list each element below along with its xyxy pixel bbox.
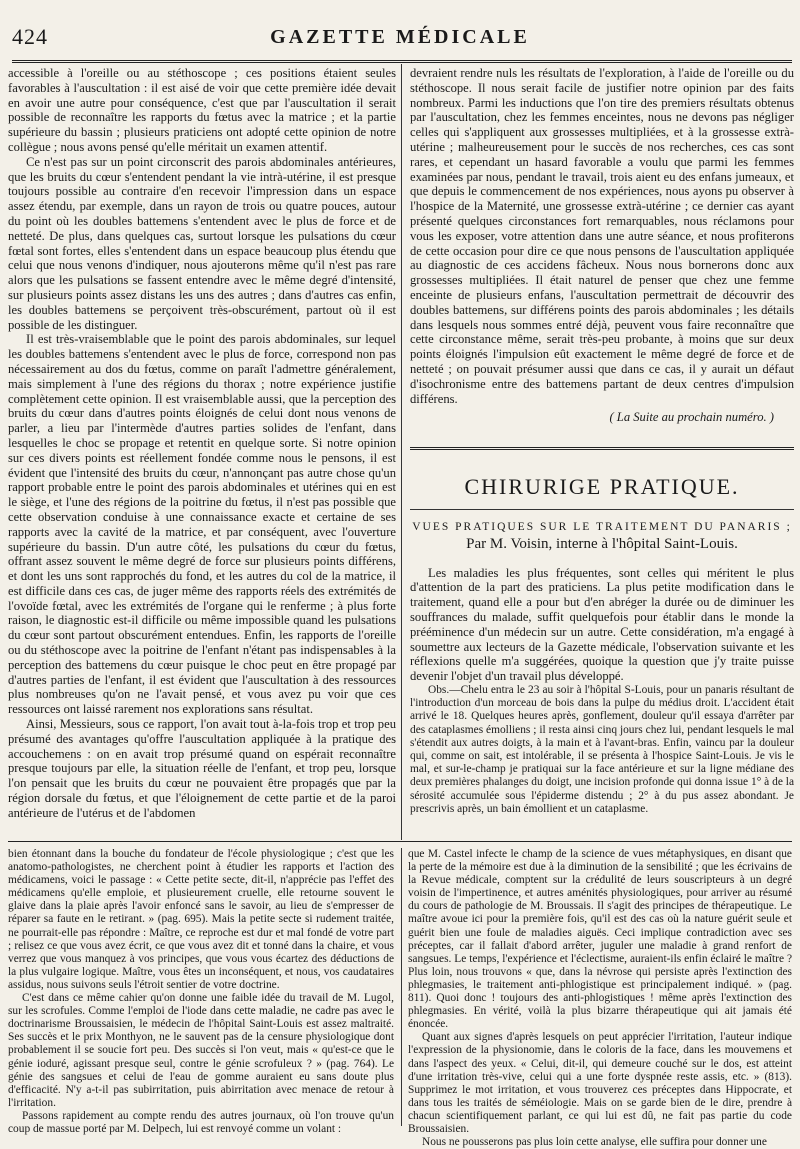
left-column xyxy=(8,66,396,836)
page-number: 424 xyxy=(12,24,48,49)
paragraph: Quant aux signes d'après lesquels on peut apprécier l'irritation, l'auteur indique l'expression de la physionomie, dans le coloris de la face, dans les mouvemens et dans l'aspect des yeux. « Celui, dit-il, qui demeure couché sur le dos, est atteint d'une irritation très-vive, celui qui a une forte dyspnée reste assis, etc. » (813). Supprimez le mot irritation, et vous trouverez ces préceptes dans Hippocrate, et dans tous les traités de séméiologie. Mais on se garde bien de le dire, prendre à chacun scientifiquement parlant, ce qui lui est dû, ne fait pas partie du code Broussaisien. xyxy=(408,1031,792,1135)
right-column xyxy=(410,66,794,816)
paragraph: C'est dans ce même cahier qu'on donne une faible idée du travail de M. Lugol, sur les scrofules. Comme l'emploi de l'iode dans cette maladie, ne cadre pas avec le doctrinarisme Broussaisien, le médecin de l'hôpital Saint-Louis est assez maltraité. Ses succès et le prix Monthyon, ne le sauvent pas de la censure physiologique dont probablement il se soucie fort peu. Des succès si l'on veut, mais « qu'est-ce que le génie ioduré, agissant presque seul, contre le génie scrofuleux ? » (pag. 764). Le génie des sangsues et celui de l'eau de gomme auraient eu sans doute plus d'efficacité. N'y a-t-il pas subirritation, puis abirritation avec menace de retour à l'irritation. xyxy=(8,992,394,1109)
continued-note: ( La Suite au prochain numéro. ) xyxy=(609,410,774,425)
observation: Obs.—Chelu entra le 23 au soir à l'hôpital S-Louis, pour un panaris résultant de l'introduction d'un morceau de bois dans la pulpe du médius droit. L'accident était arrivé le 18. Quelques heures après, gonflement, douleur qu'il essaya d'arrêter par des cataplasmes émolliens ; il resta ainsi cinq jours chez lui, pendant lesquels le mal s'étendit aux autres doigts, à la main et à l'avant-bras. Enfin, vaincu par la douleur qui, comme on sait, est intolérable, il se présenta à l'hospice Saint-Louis. Je vis le mal, et sur-le-champ je pratiquai sur la face antérieure et sur la ligne médiane des deux premières phalanges du doigt, une incision profonde qui donna issue 1° à de la sérosité accumulée sous l'épiderme distendu ; 2° à du pus assez abondant. Je prescrivis après, un bain émollient et un cataplasme. xyxy=(410,683,794,815)
paragraph: Il est très-vraisemblable que le point des parois abdominales, sur lequel les doubles battemens s'entendent avec le plus de force, correspond non pas nécessairement au dos du fœtus, comme on paraît l'admettre généralement, mais simplement à l'une des régions du thorax ; notre expérience justifie complètement cette opinion. Il est vraisemblable aussi, que la perception des bruits du cœur dans d'autres points éloignés de celui dont nous venons de parler, a lieu par l'intermède d'autres parties solides de l'enfant, dans lesquelles le choc se propage et retentit en quelque sorte. Si notre opinion sur ces divers points est réellement fondée comme nous le pensons, il est évident que l'intensité des bruits du cœur, n'annonçant pas autre chose qu'un rapport probable entre le point des parois abdominales et utérines qui en est le siège, et l'une des régions de la poitrine du fœtus, il n'est pas possible que cette observation conduise à une connaissance exacte et certaine de ses rapports avec la cavité de la matrice, et par conséquent, avec l'ouverture supérieure du bassin. D'un autre côté, les pulsations du cœur du fœtus, offrant assez souvent le même degré de force sur plusieurs points différens, et dont les uns sont rapprochés du fond, et les autres du col de la matrice, il est difficile dans ces cas, de juger même des rapports réels des extrémités de l'ovoïde fœtal, avec les extrémités de l'organe qui le renferme ; à plus forte raison, le diagnostic est-il difficile ou même impossible quand les pulsations du cœur sont partout obscurément entendues. Enfin, les rapports de l'oreille ou du stéthoscope avec la poitrine de l'enfant n'étant pas indispensables à la perception des battemens du cœur puisque le choc peut en être propagé par d'autres parties de l'enfant, il est évident que l'auscultation à des ressources plus nombreuses qu'on ne l'avait pensé, et vous avez pu voir que ces ressources ont laissé rarement nos explorations sans résultat. xyxy=(8,332,396,717)
paragraph: Ce n'est pas sur un point circonscrit des parois abdominales antérieures, que les bruits du cœur s'entendent pendant la vie intrà-utérine, il est presque toujours possible au contraire d'en recevoir l'impression dans un espace assez étendu, par exemple, dans un rayon de trois ou quatre pouces, autour du point où les doubles battemens s'entendent avec le plus de force et de netteté. De plus, dans quelques cas, surtout lorsque les pulsations du cœur fœtal sont fortes, elles s'entendent dans un espace beaucoup plus étendu que celui que nous venons d'indiquer, nous ajouterons même qu'il n'est pas rare alors que les pulsations se fassent entendre avec le même degré d'intensité, sur plusieurs points assez distans les uns des autres ; dans d'autres cas enfin, les doubles battemens se perçoivent très-obscurément, partout où il est possible de les distinguer. xyxy=(8,154,396,332)
column-divider xyxy=(401,848,402,1126)
column-divider xyxy=(401,64,402,840)
feuilleton-rule xyxy=(8,841,792,842)
paragraph: bien étonnant dans la bouche du fondateur de l'école physiologique ; c'est que les anatomo-pathologistes, ne cherchent point à étudier les rapports et l'action des médicamens, voici le passage : « Cette petite secte, dit-il, n'apprécie pas l'effet des médicamens qu'elle emploie, et plusieurement cruelle, elle retourne souvent le glaive dans la plaie après l'avoir enfoncé sans le savoir, au lieu de s'empresser de réparer sa faute en le retirant. » (pag. 695). Mais la petite secte si rudement traitée, ne pourrait-elle pas répondre : Maître, ce reproche est dur et mal fondé de votre part ; relisez ce que vous avez écrit, ce que vous avez dit et tonné dans la chaire, et vous verrez que vous manquez à vos principes, que vous vous écartez des déductions de la plus vulgaire logique. Maître, vous êtes un inconséquent, et nous, vos caudataires assidus, nous suivons seuls l'étroit sentier de votre doctrine. xyxy=(8,848,394,991)
paragraph: Passons rapidement au compte rendu des autres journaux, où l'on trouve qu'un coup de massue porté par M. Delpech, lui est renvoyé comme un volant : xyxy=(8,1109,394,1135)
bottom-right-column xyxy=(408,848,792,1149)
article-author: Par M. Voisin, interne à l'hôpital Saint-Louis. xyxy=(466,535,738,552)
journal-title: GAZETTE MÉDICALE xyxy=(270,26,530,48)
section-title: CHIRURIGE PRATIQUE. xyxy=(464,474,740,500)
paragraph: accessible à l'oreille ou au stéthoscope ; ces positions étaient seules favorables à l'auscultation : il est aisé de voir que cette première idée devait en avoir une autre pour conséquence, c'est que par l'auscultation il serait possible de reconnaître les rapports du fœtus avec la matrice ; et la partie supérieure du bassin ; plusieurs praticiens ont adopté cette opinion de notre collègue ; nous avons pensé qu'elle méritait un examen attentif. xyxy=(8,66,396,154)
paragraph: devraient rendre nuls les résultats de l'exploration, à l'aide de l'oreille ou du stéthoscope. Il nous serait facile de justifier notre opinion par des faits nombreux. Parmi les inductions que l'on tire des premiers résultats obtenus par l'auscultation, chez les femmes enceintes, nous ne devons pas négliger celles qui s'appliquent aux grossesses multipliées, et à la grossesse extrà-utérine ; malheureusement pour le succès de nos recherches, ces cas sont rares, et cependant un hasard favorable a voulu que parmi les femmes examinées par nous, pendant le travail, trois aient eu des enfans jumeaux, et que depuis le commencement de nos expériences, nous ayons pu observer à l'hospice de la Maternité, une grossesse extrà-utérine ; ce dernier cas ayant présenté quelques circonstances fort remarquables, nous réclamons pour vous les exposer, votre attention dans une autre séance, et nous profiterons de cette occasion pour dire ce que nous pensons de l'auscultation appliquée au diagnostic de ces accidens fâcheux. Nous nous bornerons donc aux grossesses multipliées. Il était naturel de penser que chez une femme enceinte de plusieurs enfans, l'auscultation permettrait de découvrir des doubles battemens, sur différens points des parois abdominales ; les détails dans lesquels nous sommes entré déjà, peuvent vous faire reconnaître que cette circonstance même, serait très-peu probante, à moins que sur deux points éloignés l'impulsion eût exactement le même degré de force et de netteté ; on pouvait présumer aussi que dans ce cas, il y aurait un défaut d'isochronisme entre des battemens partant de deux centres d'impulsion différens. xyxy=(410,66,794,406)
article-title: VUES PRATIQUES SUR LE TRAITEMENT DU PANARIS ; xyxy=(412,520,792,533)
title-rule xyxy=(410,509,794,510)
section-rule xyxy=(410,447,794,450)
bottom-left-column xyxy=(8,848,394,1136)
paragraph: Ainsi, Messieurs, sous ce rapport, l'on avait tout à-la-fois trop et trop peu présumé des avantages qu'offre l'auscultation appliquée à la pratique des accouchemens : on en avait trop présumé quand on espérait reconnaître presque toujours par elle, la situation réelle de l'enfant, et trop peu, lorsque l'on pensait que les bruits du cœur ne pouvaient être propagés que par la région dorsale du fœtus, et que l'éloignement de cette partie et de la paroi antérieure de l'utérus et de l'abdomen xyxy=(8,717,396,820)
header-rule xyxy=(12,60,792,63)
paragraph: Nous ne pousserons pas plus loin cette analyse, elle suffira pour donner une xyxy=(422,1136,767,1149)
paragraph: que M. Castel infecte le champ de la science de vues métaphysiques, en disant que la perte de la mémoire est due à la diminution de la sensibilité ; que les écrivains de la Revue médicale, comptent sur la crédulité de leurs souscripteurs à un degré voisin de l'impertinence, et autres aménités physiologiques, pour arriver au résumé du cours de pathologie de M. Broussais. Il s'agit des principes de thérapeutique. Le maître avoue ici pour la première fois, qu'il est des cas où la nature guérit seule et guérit bien une foule de maladies aiguës. Ceci implique contradiction avec ses préceptes, car il fallait d'abord arrêter, juguler une maladie à grand renfort de sangsues. Le temps, l'expérience et l'éclectisme, auraient-ils enfin éclairé le maître ? Plus loin, nous trouvons « que, dans la névrose qui persiste après l'extinction des phlegmasies, le traitement anti-phlogistique est principalement indiqué. » (pag. 811). Quoi donc ! toujours des anti-phlogistiques ! même après l'extinction des phlegmasies. En vérité, voilà la plus bizarre thérapeutique qui ait jamais été énoncée. xyxy=(408,848,792,1031)
paragraph: Les maladies les plus fréquentes, sont celles qui méritent le plus d'attention de la part des praticiens. La plus petite modification dans le traitement, quand elle a pour but d'en abréger la durée ou de diminuer les souffrances du malade, suffit quelquefois pour établir dans le monde la prééminence d'un médecin sur un autre. Cette considération, m'a engagé à soumettre aux lecteurs de la Gazette médicale, l'observation suivante et les réflexions quelle m'a suggérées, quoique la question que j'y traite puisse devenir l'objet d'un travail plus développé. xyxy=(410,565,794,684)
